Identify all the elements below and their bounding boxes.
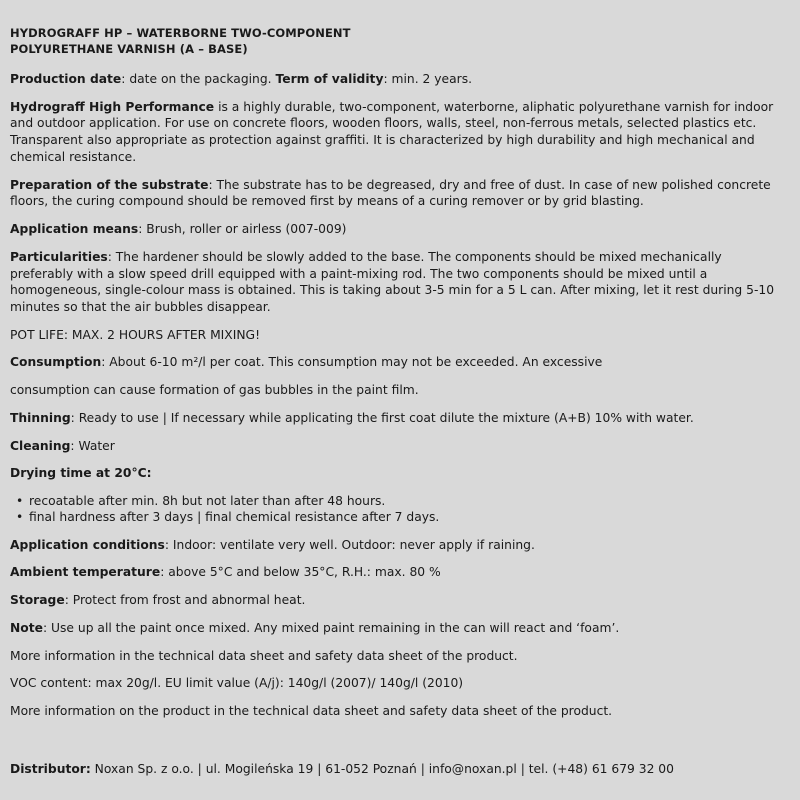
- preparation-paragraph: [10, 177, 782, 210]
- thinning-paragraph: [10, 410, 782, 427]
- list-item: • final hardness after 3 days | final chemical resistance after 7 days.: [29, 509, 782, 525]
- application-means-text: : Brush, roller or airless (007-009): [138, 222, 347, 237]
- thinning-text: : Ready to use | If necessary while applicating the first coat dilute the mixture (A+B) 10% with water.: [70, 410, 694, 425]
- intro-label: Hydrograff High Performance: [10, 99, 215, 114]
- ambient-temperature-label: Ambient temperature: [10, 565, 161, 580]
- particularities-label: Particularities: [10, 249, 108, 264]
- page-title: [10, 26, 782, 57]
- production-date-label: Production date: [10, 72, 122, 87]
- intro-paragraph: [10, 99, 782, 166]
- term-of-validity-label: Term of validity: [275, 72, 384, 87]
- intro-text: is a highly durable, two-component, waterborne, aliphatic polyurethane varnish for indoor and outdoor application. For use on concrete floors, wooden floors, walls, steel, non-ferrous metals, selected plastics etc. Transparent also appropriate as protection against graffiti. It is characterized by high durability and high mechanical and chemical resistance.: [10, 99, 774, 164]
- consumption-text: : About 6-10 m²/l per coat. This consumption may not be exceeded. An excessive: [101, 355, 603, 370]
- preparation-text: : The substrate has to be degreased, dry and free of dust. In case of new polished concrete floors, the curing compound should be removed first by means of a curing remover or by grid blasting.: [10, 177, 771, 209]
- particularities-paragraph: [10, 249, 782, 316]
- page-title-line-2: POLYURETHANE VARNISH (A – BASE): [10, 41, 248, 56]
- list-item: • recoatable after min. 8h but not later than after 48 hours.: [29, 493, 782, 509]
- application-conditions-paragraph: [10, 537, 782, 554]
- term-of-validity-value: : min. 2 years.: [383, 72, 473, 87]
- note-label: Note: [10, 620, 43, 635]
- drying-time-list: [10, 493, 782, 526]
- application-conditions-text: : Indoor: ventilate very well. Outdoor: never apply if raining.: [164, 537, 535, 552]
- application-means-label: Application means: [10, 222, 139, 237]
- more-information-paragraph-2: More information on the product in the technical data sheet and safety data sheet of the product.: [10, 703, 613, 718]
- application-means-paragraph: [10, 221, 782, 238]
- consumption-paragraph-continued: consumption can cause formation of gas bubbles in the paint film.: [10, 383, 419, 398]
- distributor-label: Distributor:: [10, 762, 91, 777]
- ambient-temperature-paragraph: [10, 564, 782, 581]
- note-paragraph: [10, 620, 782, 637]
- drying-time-label: Drying time at 20°C: [10, 466, 147, 481]
- page-title-line-1: HYDROGRAFF HP – WATERBORNE TWO-COMPONENT: [10, 26, 351, 40]
- cleaning-paragraph: [10, 438, 782, 455]
- application-conditions-label: Application conditions: [10, 537, 165, 552]
- note-text: : Use up all the paint once mixed. Any mixed paint remaining in the can will react and ‘foam’.: [42, 620, 620, 635]
- cleaning-label: Cleaning: [10, 438, 71, 453]
- voc-content-paragraph: VOC content: max 20g/l. EU limit value (A/j): 140g/l (2007)/ 140g/l (2010): [10, 676, 464, 691]
- particularities-text: : The hardener should be slowly added to the base. The components should be mixed mechanically preferably with a slow speed drill equipped with a paint-mixing rod. The two components should be mixed until a homogeneous, single-colour mass is obtained. This is taking about 3-5 min for a 5 L can. After mixing, let it rest during 5-10 minutes so that the air bubbles disappear.: [10, 249, 775, 314]
- drying-time-heading: [10, 465, 782, 482]
- storage-text: : Protect from frost and abnormal heat.: [64, 593, 306, 608]
- production-date-value: : date on the packaging.: [121, 72, 276, 87]
- drying-time-colon: :: [146, 466, 152, 481]
- distributor-footer: [10, 761, 782, 778]
- cleaning-text: : Water: [70, 438, 115, 453]
- more-information-paragraph-1: More information in the technical data sheet and safety data sheet of the product.: [10, 648, 518, 663]
- production-date-paragraph: [10, 71, 782, 88]
- distributor-details: Noxan Sp. z o.o. | ul. Mogileńska 19 | 61-052 Poznań | info@noxan.pl | tel. (+48) 61 679 32 00: [90, 762, 674, 777]
- thinning-label: Thinning: [10, 410, 71, 425]
- consumption-label: Consumption: [10, 355, 102, 370]
- consumption-paragraph: [10, 354, 782, 371]
- storage-label: Storage: [10, 593, 65, 608]
- ambient-temperature-text: : above 5°C and below 35°C, R.H.: max. 80 %: [160, 565, 441, 580]
- storage-paragraph: [10, 592, 782, 609]
- preparation-label: Preparation of the substrate: [10, 177, 209, 192]
- pot-life-paragraph: POT LIFE: MAX. 2 HOURS AFTER MIXING!: [10, 327, 261, 342]
